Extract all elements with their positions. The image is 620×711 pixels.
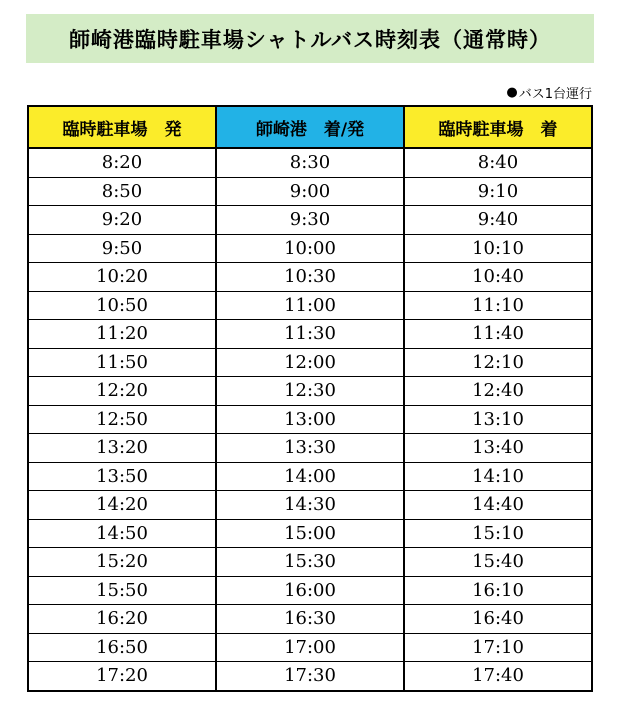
table-row	[28, 348, 592, 377]
header-depart: 臨時駐車場 発	[28, 106, 216, 148]
depart-time-cell: 8:20	[28, 148, 216, 177]
port-time-cell: 14:30	[216, 491, 404, 520]
port-time-cell: 13:00	[216, 405, 404, 434]
depart-time-cell: 8:50	[28, 177, 216, 206]
depart-time-cell: 9:50	[28, 234, 216, 263]
table-row	[28, 491, 592, 520]
table-row	[28, 148, 592, 177]
port-time-cell: 17:30	[216, 662, 404, 691]
arrive-time-cell: 15:10	[404, 519, 592, 548]
arrive-time-cell: 17:40	[404, 662, 592, 691]
arrive-time-cell: 13:40	[404, 434, 592, 463]
depart-time-cell: 9:20	[28, 206, 216, 235]
depart-time-cell: 14:50	[28, 519, 216, 548]
header-arrive: 臨時駐車場 着	[404, 106, 592, 148]
port-time-cell: 16:30	[216, 605, 404, 634]
table-row	[28, 434, 592, 463]
table-row	[28, 633, 592, 662]
arrive-time-cell: 16:10	[404, 576, 592, 605]
arrive-time-cell: 10:10	[404, 234, 592, 263]
table-row	[28, 462, 592, 491]
depart-time-cell: 14:20	[28, 491, 216, 520]
port-time-cell: 17:00	[216, 633, 404, 662]
port-time-cell: 12:00	[216, 348, 404, 377]
port-time-cell: 10:30	[216, 263, 404, 292]
depart-time-cell: 12:20	[28, 377, 216, 406]
table-row	[28, 377, 592, 406]
table-row	[28, 548, 592, 577]
table-row	[28, 519, 592, 548]
timetable-header-row	[28, 106, 592, 148]
depart-time-cell: 16:50	[28, 633, 216, 662]
header-port: 師崎港 着/発	[216, 106, 404, 148]
timetable	[27, 105, 593, 692]
arrive-time-cell: 16:40	[404, 605, 592, 634]
table-row	[28, 291, 592, 320]
depart-time-cell: 10:20	[28, 263, 216, 292]
depart-time-cell: 13:50	[28, 462, 216, 491]
table-row	[28, 234, 592, 263]
table-row	[28, 263, 592, 292]
depart-time-cell: 13:20	[28, 434, 216, 463]
table-row	[28, 177, 592, 206]
arrive-time-cell: 15:40	[404, 548, 592, 577]
port-time-cell: 9:00	[216, 177, 404, 206]
port-time-cell: 11:00	[216, 291, 404, 320]
bus-count-note	[506, 83, 592, 102]
arrive-time-cell: 10:40	[404, 263, 592, 292]
table-row	[28, 576, 592, 605]
depart-time-cell: 10:50	[28, 291, 216, 320]
arrive-time-cell: 11:10	[404, 291, 592, 320]
depart-time-cell: 17:20	[28, 662, 216, 691]
arrive-time-cell: 14:40	[404, 491, 592, 520]
port-time-cell: 11:30	[216, 320, 404, 349]
port-time-cell: 14:00	[216, 462, 404, 491]
table-row	[28, 605, 592, 634]
port-time-cell: 15:30	[216, 548, 404, 577]
depart-time-cell: 11:50	[28, 348, 216, 377]
arrive-time-cell: 12:10	[404, 348, 592, 377]
timetable-body	[28, 148, 592, 691]
port-time-cell: 8:30	[216, 148, 404, 177]
table-row	[28, 405, 592, 434]
port-time-cell: 9:30	[216, 206, 404, 235]
arrive-time-cell: 9:40	[404, 206, 592, 235]
bus-count-note-text: バス1台運行	[518, 87, 592, 102]
port-time-cell: 13:30	[216, 434, 404, 463]
depart-time-cell: 12:50	[28, 405, 216, 434]
depart-time-cell: 15:20	[28, 548, 216, 577]
depart-time-cell: 16:20	[28, 605, 216, 634]
arrive-time-cell: 14:10	[404, 462, 592, 491]
bullet-icon: ●	[506, 85, 518, 100]
arrive-time-cell: 9:10	[404, 177, 592, 206]
port-time-cell: 10:00	[216, 234, 404, 263]
port-time-cell: 16:00	[216, 576, 404, 605]
port-time-cell: 15:00	[216, 519, 404, 548]
table-row	[28, 662, 592, 691]
arrive-time-cell: 8:40	[404, 148, 592, 177]
arrive-time-cell: 17:10	[404, 633, 592, 662]
arrive-time-cell: 12:40	[404, 377, 592, 406]
depart-time-cell: 15:50	[28, 576, 216, 605]
table-row	[28, 320, 592, 349]
page-title: 師崎港臨時駐車場シャトルバス時刻表（通常時）	[26, 14, 594, 63]
depart-time-cell: 11:20	[28, 320, 216, 349]
table-row	[28, 206, 592, 235]
arrive-time-cell: 13:10	[404, 405, 592, 434]
arrive-time-cell: 11:40	[404, 320, 592, 349]
port-time-cell: 12:30	[216, 377, 404, 406]
